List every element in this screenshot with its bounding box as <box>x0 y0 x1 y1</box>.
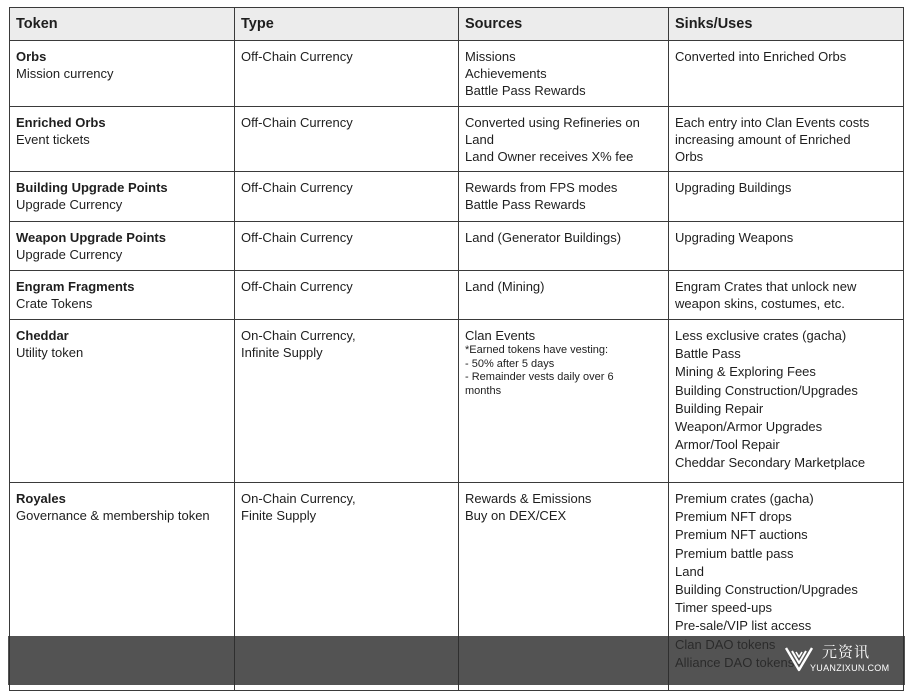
type-cell <box>235 107 459 172</box>
type-line: Off-Chain Currency <box>241 180 353 195</box>
sources-cell <box>459 222 669 271</box>
source-item: Buy on DEX/CEX <box>465 508 567 523</box>
sink-item: Battle Pass <box>675 346 741 362</box>
token-name: Orbs <box>16 49 47 64</box>
source-item: Rewards from FPS modes <box>465 180 618 195</box>
sink-item: Land <box>675 563 704 579</box>
source-item: Land (Generator Buildings) <box>465 230 622 245</box>
type-line: Off-Chain Currency <box>241 49 353 64</box>
table-row <box>10 41 904 107</box>
token-cell <box>10 172 235 222</box>
sink-item: Orbs <box>675 149 704 164</box>
token-cell <box>10 222 235 271</box>
token-economy-table <box>9 7 904 691</box>
token-description: Event tickets <box>16 132 90 147</box>
sink-item: Premium crates (gacha) <box>675 491 814 506</box>
source-item: Land (Mining) <box>465 279 545 294</box>
type-line: Off-Chain Currency <box>241 279 353 294</box>
sink-item: Upgrading Weapons <box>675 230 794 245</box>
source-item: Clan Events <box>465 328 536 343</box>
table-row <box>10 222 904 271</box>
sources-cell <box>459 172 669 222</box>
sources-cell <box>459 41 669 107</box>
table-row <box>10 271 904 320</box>
token-cell <box>10 320 235 483</box>
watermark-bar <box>8 636 905 685</box>
sink-item: Cheddar Secondary Marketplace <box>675 455 866 471</box>
sink-item: Building Construction/Upgrades <box>675 582 858 598</box>
source-item: Achievements <box>465 66 547 81</box>
sources-cell <box>459 320 669 483</box>
type-line: On-Chain Currency, <box>241 491 356 506</box>
type-line: On-Chain Currency, <box>241 328 356 343</box>
type-cell <box>235 271 459 320</box>
sink-item: Converted into Enriched Orbs <box>675 49 847 64</box>
type-cell <box>235 320 459 483</box>
source-item: Missions <box>465 49 516 64</box>
token-description: Governance & membership token <box>16 508 210 523</box>
type-line: Off-Chain Currency <box>241 115 353 130</box>
token-cell <box>10 41 235 107</box>
token-description: Crate Tokens <box>16 296 93 311</box>
type-cell <box>235 41 459 107</box>
table-row <box>10 320 904 483</box>
token-name: Building Upgrade Points <box>16 180 168 195</box>
sink-item: Pre-sale/VIP list access <box>675 618 812 634</box>
source-item: Battle Pass Rewards <box>465 197 586 212</box>
source-item: Battle Pass Rewards <box>465 83 586 98</box>
sink-item: Weapon/Armor Upgrades <box>675 419 823 435</box>
type-line: Finite Supply <box>241 508 317 523</box>
token-name: Enriched Orbs <box>16 115 106 130</box>
sink-item: Timer speed-ups <box>675 600 773 616</box>
sink-item: increasing amount of Enriched <box>675 132 851 147</box>
watermark-cn-text: 元资讯 <box>822 644 871 661</box>
source-item: Land <box>465 132 494 147</box>
vesting-note: months <box>465 384 502 397</box>
sink-item: Engram Crates that unlock new <box>675 279 857 294</box>
token-description: Upgrade Currency <box>16 247 123 262</box>
sinks-cell <box>669 222 904 271</box>
sink-item: Armor/Tool Repair <box>675 437 780 453</box>
token-description: Upgrade Currency <box>16 197 123 212</box>
sources-cell <box>459 271 669 320</box>
type-cell <box>235 222 459 271</box>
table-header-row <box>10 8 904 41</box>
sink-item: Upgrading Buildings <box>675 180 792 195</box>
header-sinks-uses: Sinks/Uses <box>669 8 904 41</box>
type-line: Infinite Supply <box>241 345 323 360</box>
sink-item: Less exclusive crates (gacha) <box>675 328 847 343</box>
sink-item: Premium NFT drops <box>675 509 792 525</box>
sink-item: Mining & Exploring Fees <box>675 364 816 380</box>
type-line: Off-Chain Currency <box>241 230 353 245</box>
sinks-cell <box>669 107 904 172</box>
sink-item: Premium NFT auctions <box>675 527 808 543</box>
token-name: Weapon Upgrade Points <box>16 230 166 245</box>
vesting-note: - Remainder vests daily over 6 <box>465 371 614 383</box>
sinks-cell <box>669 271 904 320</box>
type-cell <box>235 172 459 222</box>
sink-item: Building Construction/Upgrades <box>675 382 858 398</box>
header-token: Token <box>10 8 235 41</box>
header-type: Type <box>235 8 459 41</box>
sink-item: Building Repair <box>675 400 764 416</box>
sources-cell <box>459 107 669 172</box>
source-item: Land Owner receives X% fee <box>465 149 634 164</box>
sinks-cell <box>669 172 904 222</box>
token-name: Cheddar <box>16 328 69 343</box>
source-item: Converted using Refineries on <box>465 115 640 130</box>
source-item: Rewards & Emissions <box>465 491 592 506</box>
table-row <box>10 172 904 222</box>
sink-item: Premium battle pass <box>675 545 794 561</box>
token-description: Utility token <box>16 345 84 360</box>
token-cell <box>10 271 235 320</box>
sinks-cell <box>669 320 904 483</box>
sink-item: Each entry into Clan Events costs <box>675 115 870 130</box>
token-description: Mission currency <box>16 66 114 81</box>
sinks-cell <box>669 41 904 107</box>
token-name: Engram Fragments <box>16 279 135 294</box>
vesting-note: *Earned tokens have vesting: <box>465 344 609 356</box>
vesting-note: - 50% after 5 days <box>465 357 555 370</box>
watermark-en-text: YUANZIXUN.COM <box>810 663 890 673</box>
table-row <box>10 107 904 172</box>
header-sources: Sources <box>459 8 669 41</box>
sink-item: weapon skins, costumes, etc. <box>675 296 845 311</box>
token-cell <box>10 107 235 172</box>
token-name: Royales <box>16 491 66 506</box>
